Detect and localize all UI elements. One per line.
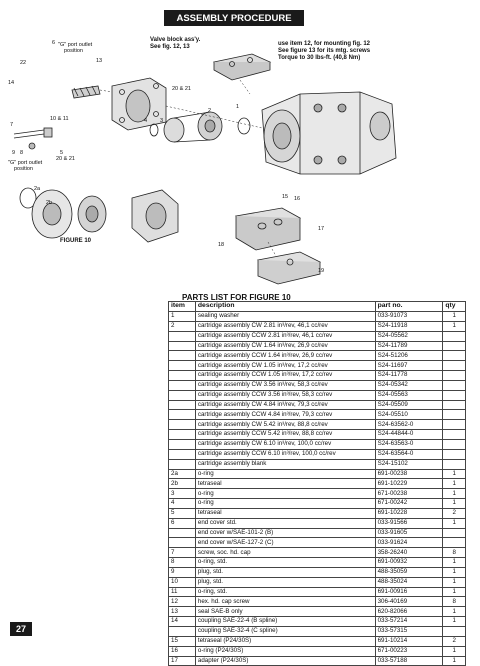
cell-description: cartridge assembly CW 4.84 in³/rev, 79,3 cc/rev	[195, 400, 375, 410]
cell-qty	[443, 528, 466, 538]
cell-qty: 1	[443, 479, 466, 489]
table-row	[169, 331, 466, 341]
bottom-block-drawing	[258, 252, 320, 284]
table-row	[169, 341, 466, 351]
cell-part-no: S24-44844-0	[375, 430, 443, 440]
label-8: 8	[20, 150, 24, 156]
table-row	[169, 508, 466, 518]
label-2b: 2b	[46, 200, 53, 206]
cell-part-no: S24-63563-0	[375, 439, 443, 449]
table-row	[169, 449, 466, 459]
table-row	[169, 371, 466, 381]
cell-item: 14	[169, 617, 196, 627]
end-cover-drawing	[112, 78, 166, 130]
cell-item	[169, 341, 196, 351]
cell-description: o-ring	[195, 469, 375, 479]
note-port-top-line1: "G" port outlet	[58, 42, 93, 48]
cell-part-no: S24-63564-0	[375, 449, 443, 459]
cell-part-no: S24-05510	[375, 410, 443, 420]
pump-housing-drawing	[262, 92, 396, 174]
table-row	[169, 636, 466, 646]
page-header-title: ASSEMBLY PROCEDURE	[176, 12, 292, 24]
note-use-line3: Torque to 30 lbs-ft. (40,8 Nm)	[278, 55, 361, 61]
cell-description: tetraseal	[195, 479, 375, 489]
cell-qty: 1	[443, 489, 466, 499]
table-row	[169, 627, 466, 637]
cell-part-no: S24-05509	[375, 400, 443, 410]
cell-part-no: 033-57214	[375, 617, 443, 627]
table-row	[169, 489, 466, 499]
cell-item	[169, 410, 196, 420]
cell-description: screw, soc. hd. cap	[195, 548, 375, 558]
cell-item	[169, 390, 196, 400]
cell-qty: 1	[443, 567, 466, 577]
label-15: 15	[282, 194, 289, 200]
cell-item	[169, 351, 196, 361]
note-valve-line2: See fig. 12, 13	[150, 44, 190, 50]
cell-qty	[443, 439, 466, 449]
col-item: item	[169, 302, 196, 312]
cell-part-no: 620-82066	[375, 607, 443, 617]
cell-part-no: 488-35059	[375, 567, 443, 577]
cell-qty: 8	[443, 548, 466, 558]
cell-qty	[443, 430, 466, 440]
cell-description: cartridge assembly CCW 3.56 in³/rev, 58,3 cc/rev	[195, 390, 375, 400]
cell-part-no: 691-10214	[375, 636, 443, 646]
table-row	[169, 617, 466, 627]
cell-qty: 1	[443, 617, 466, 627]
table-row	[169, 361, 466, 371]
exploded-assembly-diagram	[0, 28, 480, 286]
cell-qty: 1	[443, 518, 466, 528]
table-row	[169, 420, 466, 430]
table-row	[169, 607, 466, 617]
cell-qty: 1	[443, 312, 466, 322]
table-row	[169, 656, 466, 666]
cell-description: cartridge assembly CW 2.81 in³/rev, 46,1 cc/rev	[195, 321, 375, 331]
cell-qty	[443, 331, 466, 341]
parts-table	[168, 301, 466, 666]
cell-part-no: 671-00242	[375, 499, 443, 509]
cell-description: o-ring	[195, 489, 375, 499]
cell-part-no: S24-11697	[375, 361, 443, 371]
cell-description: cartridge assembly CW 6.10 in³/rev, 100,0 cc/rev	[195, 439, 375, 449]
cell-description: cartridge assembly blank	[195, 459, 375, 469]
cell-item: 17	[169, 656, 196, 666]
table-row	[169, 558, 466, 568]
cell-item: 5	[169, 508, 196, 518]
cell-part-no: S24-05342	[375, 380, 443, 390]
cell-item: 3	[169, 489, 196, 499]
table-row	[169, 312, 466, 322]
cell-item	[169, 331, 196, 341]
cell-part-no: S24-11789	[375, 341, 443, 351]
label-18: 18	[218, 242, 225, 248]
cell-part-no: S24-05563	[375, 390, 443, 400]
cell-qty	[443, 361, 466, 371]
cell-item	[169, 371, 196, 381]
cell-description: coupling SAE-32-4 (C spline)	[195, 627, 375, 637]
cell-item	[169, 420, 196, 430]
cell-part-no: 691-10229	[375, 479, 443, 489]
cell-part-no: 488-35024	[375, 577, 443, 587]
cell-qty	[443, 538, 466, 548]
cell-qty: 1	[443, 577, 466, 587]
cell-description: end cover w/SAE-101-2 (B)	[195, 528, 375, 538]
coupling-drawing	[72, 86, 100, 98]
cell-description: o-ring	[195, 499, 375, 509]
cell-qty: 1	[443, 558, 466, 568]
cell-qty: 1	[443, 646, 466, 656]
cell-qty	[443, 390, 466, 400]
cell-description: o-ring, std.	[195, 558, 375, 568]
cell-description: cartridge assembly CCW 4.84 in³/rev, 79,3 cc/rev	[195, 410, 375, 420]
cell-description: tetraseal	[195, 508, 375, 518]
cell-part-no: 033-57315	[375, 627, 443, 637]
col-qty: qty	[443, 302, 466, 312]
table-row	[169, 479, 466, 489]
cell-item: 9	[169, 567, 196, 577]
table-row	[169, 400, 466, 410]
cell-qty: 1	[443, 587, 466, 597]
cell-description: tetraseal (P24/30S)	[195, 636, 375, 646]
cell-qty	[443, 351, 466, 361]
cell-item	[169, 361, 196, 371]
cell-item	[169, 380, 196, 390]
cell-part-no: S24-11918	[375, 321, 443, 331]
cell-qty: 1	[443, 656, 466, 666]
cell-qty: 1	[443, 321, 466, 331]
cell-qty: 1	[443, 499, 466, 509]
cell-item	[169, 538, 196, 548]
table-row	[169, 351, 466, 361]
cell-qty: 1	[443, 607, 466, 617]
cell-part-no: 691-00238	[375, 469, 443, 479]
label-19: 19	[318, 268, 325, 274]
cell-description: coupling SAE-22-4 (B spline)	[195, 617, 375, 627]
cell-description: plug, std.	[195, 567, 375, 577]
label-1: 1	[236, 104, 240, 110]
cell-qty	[443, 400, 466, 410]
table-row	[169, 390, 466, 400]
table-row	[169, 430, 466, 440]
cell-description: o-ring, std.	[195, 587, 375, 597]
label-2a: 2a	[34, 186, 41, 192]
cell-description: cartridge assembly CCW 1.05 in³/rev, 17,2 cc/rev	[195, 371, 375, 381]
table-row	[169, 321, 466, 331]
label-3: 3	[160, 118, 164, 124]
cell-item	[169, 439, 196, 449]
cell-part-no: 033-91566	[375, 518, 443, 528]
cell-qty	[443, 410, 466, 420]
cell-description: hex. hd. cap screw	[195, 597, 375, 607]
label-14: 14	[8, 80, 15, 86]
figure-caption: FIGURE 10	[60, 238, 92, 244]
label-17: 17	[318, 226, 325, 232]
table-row	[169, 459, 466, 469]
col-description: description	[195, 302, 375, 312]
parts-table-body	[169, 312, 466, 666]
cell-qty: 2	[443, 508, 466, 518]
cell-description: cartridge assembly CW 1.05 in³/rev, 17,2 cc/rev	[195, 361, 375, 371]
table-row	[169, 499, 466, 509]
table-row	[169, 380, 466, 390]
cell-description: sealing washer	[195, 312, 375, 322]
cell-qty	[443, 341, 466, 351]
cell-description: cartridge assembly CW 5.42 in³/rev, 88,8 cc/rev	[195, 420, 375, 430]
cell-item	[169, 627, 196, 637]
note-port-left-line1: "G" port outlet	[8, 160, 43, 166]
table-row	[169, 469, 466, 479]
cell-item: 1	[169, 312, 196, 322]
table-row	[169, 410, 466, 420]
cell-part-no: 691-00932	[375, 558, 443, 568]
cell-part-no: S24-15102	[375, 459, 443, 469]
cell-item: 6	[169, 518, 196, 528]
label-2: 2	[208, 108, 212, 114]
cell-part-no: 033-57188	[375, 656, 443, 666]
cell-part-no: 033-91624	[375, 538, 443, 548]
table-row	[169, 528, 466, 538]
cell-description: cartridge assembly CW 3.56 in³/rev, 58,3 cc/rev	[195, 380, 375, 390]
label-6: 6	[52, 40, 56, 46]
note-port-top-line2: position	[64, 48, 83, 54]
table-row	[169, 646, 466, 656]
cell-item	[169, 459, 196, 469]
cell-item: 4	[169, 499, 196, 509]
cell-part-no: 033-91605	[375, 528, 443, 538]
cell-item	[169, 430, 196, 440]
table-row	[169, 577, 466, 587]
table-row	[169, 548, 466, 558]
cell-description: end cover w/SAE-127-2 (C)	[195, 538, 375, 548]
adapter-drawing	[236, 208, 300, 250]
table-row	[169, 518, 466, 528]
table-row	[169, 597, 466, 607]
cell-item: 10	[169, 577, 196, 587]
cell-item: 13	[169, 607, 196, 617]
cell-qty	[443, 380, 466, 390]
note-port-left-line2: position	[14, 166, 33, 172]
col-part-no: part no.	[375, 302, 443, 312]
label-9: 9	[12, 150, 16, 156]
cell-part-no: S24-05562	[375, 331, 443, 341]
cell-part-no: 306-40169	[375, 597, 443, 607]
page-number-text: 27	[15, 624, 26, 634]
cell-description: cartridge assembly CCW 2.81 in³/rev, 46,1 cc/rev	[195, 331, 375, 341]
cell-part-no: S24-51206	[375, 351, 443, 361]
lower-cartridge-drawing	[32, 190, 178, 242]
cell-description: adapter (P24/30S)	[195, 656, 375, 666]
note-use-line1: use item 12, for mounting fig. 12	[278, 41, 371, 47]
cell-item	[169, 400, 196, 410]
label-5: 5	[60, 150, 64, 156]
label-4: 4	[144, 118, 148, 124]
cell-item: 16	[169, 646, 196, 656]
cell-item	[169, 449, 196, 459]
cell-description: cartridge assembly CCW 1.64 in³/rev, 26,9 cc/rev	[195, 351, 375, 361]
label-10-11: 10 & 11	[50, 116, 69, 122]
screw-drawing	[14, 128, 52, 149]
cell-item: 11	[169, 587, 196, 597]
cartridge-drawing	[164, 112, 222, 142]
cell-item: 12	[169, 597, 196, 607]
cell-item: 7	[169, 548, 196, 558]
label-22: 22	[20, 60, 27, 66]
cell-part-no: 358-26240	[375, 548, 443, 558]
cell-item	[169, 528, 196, 538]
cell-qty: 8	[443, 597, 466, 607]
cell-qty	[443, 459, 466, 469]
page-header	[164, 10, 304, 26]
cell-description: end cover std.	[195, 518, 375, 528]
cell-description: plug, std.	[195, 577, 375, 587]
table-row	[169, 567, 466, 577]
table-row	[169, 538, 466, 548]
cell-part-no: 691-10228	[375, 508, 443, 518]
label-20-21: 20 & 21	[172, 86, 191, 92]
parts-table-header	[169, 302, 466, 312]
cell-item: 8	[169, 558, 196, 568]
note-use-line2: See figure 13 for its mtg. screws	[278, 48, 371, 54]
cell-qty	[443, 449, 466, 459]
cell-item: 2a	[169, 469, 196, 479]
page-number	[10, 622, 32, 636]
label-13: 13	[96, 58, 103, 64]
label-20-21-lower: 20 & 21	[56, 156, 75, 162]
cell-description: cartridge assembly CW 1.64 in³/rev, 26,9 cc/rev	[195, 341, 375, 351]
note-valve-line1: Valve block ass'y.	[150, 37, 201, 43]
valve-block-drawing	[214, 54, 270, 80]
cell-description: seal SAE-B only	[195, 607, 375, 617]
cell-part-no: 691-00916	[375, 587, 443, 597]
cell-item: 15	[169, 636, 196, 646]
cell-qty	[443, 420, 466, 430]
cell-qty	[443, 627, 466, 637]
parts-list-title: PARTS LIST FOR FIGURE 10	[182, 293, 291, 302]
cell-qty: 1	[443, 469, 466, 479]
cell-part-no: 033-91073	[375, 312, 443, 322]
cell-description: cartridge assembly CCW 6.10 in³/rev, 100,0 cc/rev	[195, 449, 375, 459]
cell-description: cartridge assembly CCW 5.42 in³/rev, 88,8 cc/rev	[195, 430, 375, 440]
cell-part-no: S24-11778	[375, 371, 443, 381]
cell-qty: 2	[443, 636, 466, 646]
table-row	[169, 587, 466, 597]
cell-description: o-ring (P24/30S)	[195, 646, 375, 656]
cell-part-no: 671-00223	[375, 646, 443, 656]
label-7: 7	[10, 122, 14, 128]
label-16: 16	[294, 196, 301, 202]
cell-item: 2	[169, 321, 196, 331]
cell-part-no: S24-63562-0	[375, 420, 443, 430]
cell-item: 2b	[169, 479, 196, 489]
cell-part-no: 671-00238	[375, 489, 443, 499]
cell-qty	[443, 371, 466, 381]
table-row	[169, 439, 466, 449]
